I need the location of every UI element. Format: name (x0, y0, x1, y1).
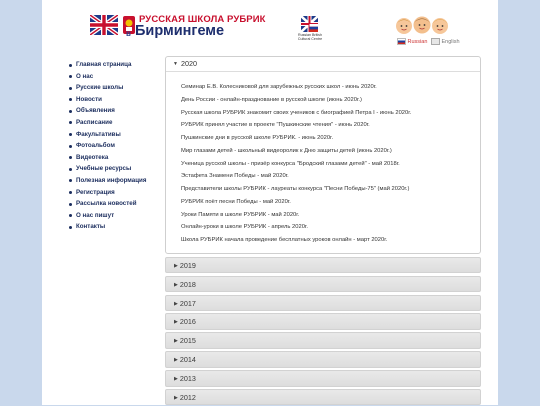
year-label: 2020 (180, 59, 197, 68)
triangle-right-icon: ▶ (174, 394, 178, 401)
news-accordion (165, 56, 481, 405)
year-header-collapsed[interactable] (165, 257, 481, 274)
triangle-right-icon: ▶ (174, 338, 178, 345)
english-flag-icon[interactable] (431, 38, 440, 45)
sidebar-item-press[interactable]: О нас пишут (69, 210, 169, 222)
russian-flag-icon[interactable] (397, 38, 406, 45)
sidebar-item-useful-info[interactable]: Полезная информация (69, 175, 169, 187)
year-label: 2019 (179, 260, 196, 270)
lang-russian-link[interactable]: Russian (407, 38, 428, 45)
sidebar-item-video-library[interactable]: Видеотека (69, 152, 169, 164)
news-link[interactable]: РУБРИК принял участие в проекте "Пушкинские чтения" - июнь 2020г. (181, 122, 370, 129)
language-switcher (397, 38, 460, 45)
triangle-right-icon: ▶ (174, 262, 178, 269)
news-link[interactable]: Эстафета Знамени Победы - май 2020г. (181, 173, 289, 180)
cultural-centre-flag-icon (301, 16, 318, 32)
sidebar-item-russian-schools[interactable]: Русские школы (69, 82, 169, 94)
sidebar-item-electives[interactable]: Факультативы (69, 129, 169, 141)
news-link[interactable]: Школа РУБРИК начала проведение бесплатных уроков онлайн - март 2020г. (181, 237, 388, 243)
year-panel-open (165, 56, 481, 254)
cultural-centre-caption: Russian British Cultural Centre (297, 33, 323, 41)
sidebar-item-news[interactable]: Новости (69, 94, 169, 106)
year-label: 2016 (179, 317, 196, 327)
year-header-collapsed[interactable] (165, 370, 481, 387)
year-header-collapsed[interactable] (165, 351, 481, 368)
news-list (166, 72, 480, 253)
news-link[interactable]: Мир глазами детей - школьный видеоролик к Дню защиты детей (июнь 2020г.) (181, 147, 392, 154)
page-container (42, 0, 498, 405)
children-illustration-icon (395, 14, 449, 36)
triangle-right-icon: ▶ (174, 281, 178, 288)
year-label: 2013 (179, 374, 196, 384)
sidebar-item-announcements[interactable]: Объявления (69, 105, 169, 117)
year-label: 2015 (179, 336, 196, 346)
logo-title-top: РУССКАЯ ШКОЛА РУБРИК (139, 14, 266, 25)
news-link[interactable]: День России - онлайн-празднование в русской школе (июнь 2020г.) (181, 96, 362, 103)
sidebar-nav (69, 59, 169, 233)
triangle-right-icon: ▶ (174, 357, 178, 364)
news-link[interactable]: Ученица русской школы - призёр конкурса "Бродский глазами детей" - май 2018г. (181, 160, 400, 167)
sidebar-item-about[interactable]: О нас (69, 71, 169, 83)
sidebar-item-newsletter[interactable]: Рассылка новостей (69, 198, 169, 210)
year-header-collapsed[interactable] (165, 295, 481, 312)
news-link[interactable]: Пушкинские дни в русской школе РУБРИК. - июнь 2020г. (181, 135, 334, 141)
year-header-open[interactable] (166, 57, 480, 72)
logo-preposition: в (126, 29, 131, 38)
year-header-collapsed[interactable] (165, 276, 481, 293)
sidebar-item-photo-album[interactable]: Фотоальбом (69, 140, 169, 152)
sidebar-item-learning-resources[interactable]: Учебные ресурсы (69, 163, 169, 175)
news-link[interactable]: РУБРИК поёт песни Победы - май 2020г. (181, 198, 291, 205)
triangle-right-icon: ▶ (174, 319, 178, 326)
year-label: 2014 (179, 355, 196, 365)
year-label: 2012 (179, 392, 196, 402)
news-link[interactable]: Онлайн-уроки в школе РУБРИК - апрель 2020г. (181, 224, 308, 231)
sidebar-item-home[interactable]: Главная страница (69, 59, 169, 71)
lang-english-link[interactable]: English (441, 38, 460, 45)
year-label: 2018 (179, 279, 196, 289)
news-link[interactable]: Русская школа РУБРИК знакомит своих учеников с биографией Петра I - июнь 2020г. (181, 109, 412, 116)
year-header-collapsed[interactable] (165, 313, 481, 330)
union-jack-icon (90, 15, 118, 35)
triangle-right-icon: ▶ (174, 300, 178, 307)
year-header-collapsed[interactable] (165, 332, 481, 349)
sidebar-item-contacts[interactable]: Контакты (69, 221, 169, 233)
sidebar-item-registration[interactable]: Регистрация (69, 187, 169, 199)
news-link[interactable]: Уроки Памяти в школе РУБРИК - май 2020г. (181, 211, 300, 218)
sidebar-item-schedule[interactable]: Расписание (69, 117, 169, 129)
year-header-collapsed[interactable] (165, 389, 481, 406)
triangle-down-icon: ▼ (173, 61, 178, 67)
triangle-right-icon: ▶ (174, 376, 178, 383)
news-link[interactable]: Представители школы РУБРИК - лауреаты конкурса "Песни Победы-75" (май 2020г.) (181, 186, 410, 192)
logo-title-bottom: Бирмингеме (135, 23, 225, 39)
news-link[interactable]: Семинар Е.В. Колесниковой для зарубежных русских школ - июнь 2020г. (181, 84, 377, 90)
year-label: 2017 (179, 298, 196, 308)
